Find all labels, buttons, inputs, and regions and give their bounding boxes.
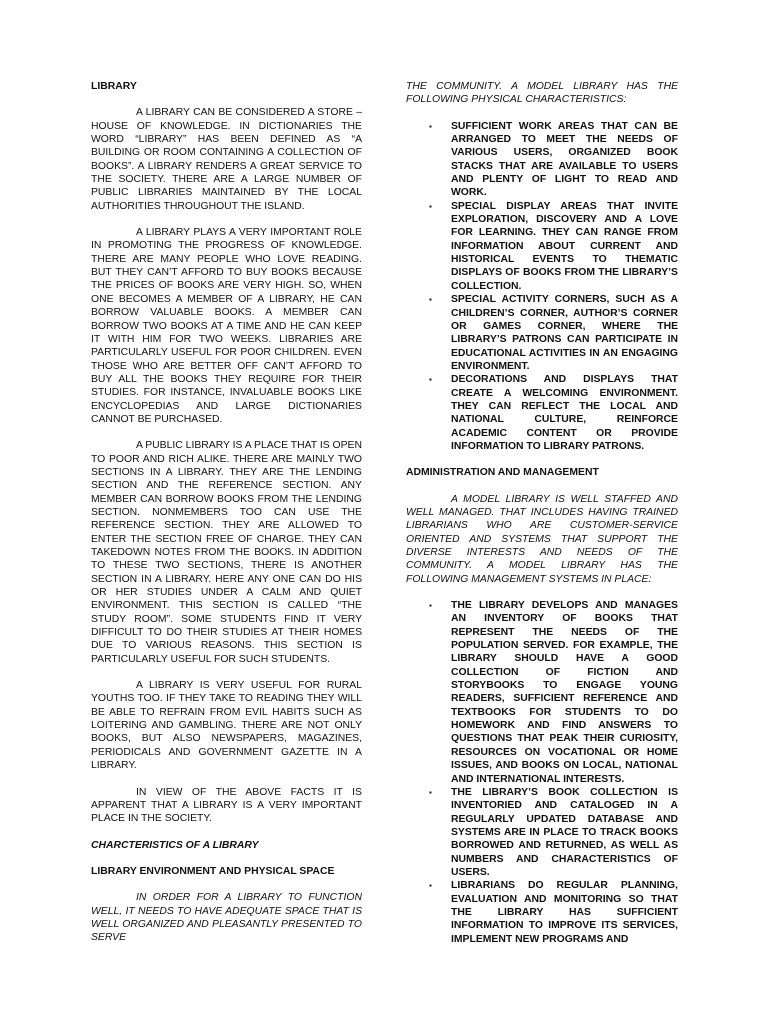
list-item — [429, 599, 678, 786]
list-item — [429, 293, 678, 373]
list-item — [429, 879, 678, 946]
left-column — [91, 80, 362, 945]
bullet-icon: ▪ — [429, 121, 432, 131]
list-item-text: SUFFICIENT WORK AREAS THAT CAN BE ARRANGED TO MEET THE NEEDS OF VARIOUS USERS, ORGANIZED BOOK STACKS THAT ARE AVAILABLE TO USERS AND PLENTY OF LIGHT TO READ AND WORK. — [451, 120, 678, 199]
paragraph-conclusion: IN VIEW OF THE ABOVE FACTS IT IS APPARENT THAT A LIBRARY IS A VERY IMPORTANT PLACE IN THE SOCIETY. — [91, 786, 362, 825]
list-item — [429, 200, 678, 293]
list-item — [429, 373, 678, 453]
paragraph-space-end: THE COMMUNITY. A MODEL LIBRARY HAS THE FOLLOWING PHYSICAL CHARACTERISTICS: — [406, 81, 678, 106]
list-item-text: SPECIAL ACTIVITY CORNERS, SUCH AS A CHILDREN’S CORNER, AUTHOR’S CORNER OR GAMES CORNER, WHERE THE LIBRARY’S PATRONS CAN PARTICIPATE IN EDUCATIONAL ACTIVITIES IN AN ENGAGING ENVIRONMENT. — [451, 294, 678, 372]
list-item-text: SPECIAL DISPLAY AREAS THAT INVITE EXPLORATION, DISCOVERY AND A LOVE FOR LEARNING. THEY CAN RANGE FROM INFORMATION ABOUT CURRENT AND HISTORICAL EVENTS TO THEMATIC DISPLAYS OF BOOKS FROM THE LIBRARY’S COLLECTION. — [451, 200, 678, 292]
bullet-icon: ▪ — [429, 881, 432, 891]
paragraph-role: A LIBRARY PLAYS A VERY IMPORTANT ROLE IN PROMOTING THE PROGRESS OF KNOWLEDGE. THERE ARE MANY PEOPLE WHO LOVE READING. BUT THEY CAN’T AFFORD TO BUY BOOKS BECAUSE THE PRICES OF BOOKS ARE VERY HIGH. SO, WHEN ONE BECOMES A MEMBER OF A LIBRARY, HE CAN BORROW VALUABLE BOOKS. A MEMBER CAN BORROW TWO BOOKS AT A TIME AND HE CAN KEEP IT WITH HIM FOR TWO WEEKS. LIBRARIES ARE PARTICULARLY USEFUL FOR POOR CHILDREN. EVEN THOSE WHO ARE BETTER OFF CAN’T AFFORD TO BUY ALL THE BOOKS THEY REQUIRE FOR THEIR STUDIES. FOR INSTANCE, INVALUABLE BOOKS LIKE ENCYCLOPEDIAS AND LARGE DICTIONARIES CANNOT BE PURCHASED. — [91, 227, 362, 425]
paragraph-intro: A LIBRARY CAN BE CONSIDERED A STORE – HOUSE OF KNOWLEDGE. IN DICTIONARIES THE WORD “LIBRARY” HAS BEEN DEFINED AS “A BUILDING OR ROOM CONTAINING A COLLECTION OF BOOKS”. A LIBRARY RENDERS A GREAT SERVICE TO THE SOCIETY. THERE ARE A LARGE NUMBER OF PUBLIC LIBRARIES MAINTAINED BY THE LOCAL AUTHORITIES THROUGHOUT THE ISLAND. — [91, 107, 362, 212]
management-systems-list — [406, 599, 678, 946]
list-item — [429, 120, 678, 200]
list-item-text: LIBRARIANS DO REGULAR PLANNING, EVALUATION AND MONITORING SO THAT THE LIBRARY HAS SUFFICIENT INFORMATION TO IMPROVE ITS SERVICES, IMPLEMENT NEW PROGRAMS AND — [451, 880, 678, 945]
paragraph-space-start: IN ORDER FOR A LIBRARY TO FUNCTION WELL, IT NEEDS TO HAVE ADEQUATE SPACE THAT IS WELL ORGANIZED AND PLEASANTLY PRESENTED TO SERVE — [91, 892, 362, 944]
paragraph-rural-youths: A LIBRARY IS VERY USEFUL FOR RURAL YOUTHS TOO. IF THEY TAKE TO READING THEY WILL BE ABLE TO REFRAIN FROM EVIL HABITS SUCH AS LOITERING AND GAMBLING. THERE ARE NOT ONLY BOOKS, BUT ALSO NEWSPAPERS, MAGAZINES, PERIODICALS AND GOVERNMENT GAZETTE IN A LIBRARY. — [91, 680, 362, 772]
paragraph-public-library: A PUBLIC LIBRARY IS A PLACE THAT IS OPEN TO POOR AND RICH ALIKE. THERE ARE MAINLY TWO SECTIONS IN A LIBRARY. THEY ARE THE LENDING SECTION AND THE REFERENCE SECTION. ANY MEMBER CAN BORROW BOOKS FROM THE LENDING SECTION. NONMEMBERS TOO CAN USE THE REFERENCE SECTION. THEY ARE ALLOWED TO ENTER THE SECTION FREE OF CHARGE. THEY CAN TAKEDOWN NOTES FROM THE BOOKS. IN ADDITION TO THESE TWO SECTIONS, THERE IS ANOTHER SECTION IN A LIBRARY. HERE ANY ONE CAN DO HIS OR HER STUDIES UNDER A CALM AND QUIET ENVIRONMENT. THIS SECTION IS CALLED “THE STUDY ROOM”. SOME STUDENTS FIND IT VERY DIFFICULT TO DO THEIR STUDIES AT THEIR HOMES DUE TO VARIOUS REASONS. THIS SECTION IS PARTICULARLY USEFUL FOR SUCH STUDENTS. — [91, 440, 362, 665]
heading-administration: ADMINISTRATION AND MANAGEMENT — [406, 467, 599, 479]
bullet-icon: ▪ — [429, 601, 432, 611]
right-column — [406, 80, 678, 946]
heading-characteristics: CHARCTERISTICS OF A LIBRARY — [91, 839, 259, 851]
bullet-icon: ▪ — [429, 295, 432, 305]
list-item-text: THE LIBRARY’S BOOK COLLECTION IS INVENTORIED AND CATALOGED IN A REGULARLY UPDATED DATABASE AND SYSTEMS ARE IN PLACE TO TRACK BOOKS BORROWED AND RETURNED, AS WELL AS NUMBERS AND CHARACTERISTICS OF USERS. — [451, 786, 678, 878]
list-item — [429, 786, 678, 879]
paragraph-administration: A MODEL LIBRARY IS WELL STAFFED AND WELL MANAGED. THAT INCLUDES HAVING TRAINED LIBRARIANS WHO ARE CUSTOMER-SERVICE ORIENTED AND SYSTEMS THAT SUPPORT THE DIVERSE INTERESTS AND NEEDS OF THE COMMUNITY. A MODEL LIBRARY HAS THE FOLLOWING MANAGEMENT SYSTEMS IN PLACE: — [406, 493, 678, 585]
list-item-text: THE LIBRARY DEVELOPS AND MANAGES AN INVENTORY OF BOOKS THAT REPRESENT THE NEEDS OF THE POPULATION SERVED. FOR EXAMPLE, THE LIBRARY SHOULD HAVE A GOOD COLLECTION OF FICTION AND STORYBOOKS TO ENGAGE YOUNG READERS, SUFFICIENT REFERENCE AND TEXTBOOKS FOR STUDENTS TO DO HOMEWORK AND FIND ANSWERS TO QUESTIONS THAT PEAK THEIR CURIOSITY, RESOURCES ON VOCATIONAL OR HOME ISSUES, AND BOOKS ON LOCAL, NATIONAL AND INTERNATIONAL INTERESTS. — [451, 600, 678, 785]
physical-characteristics-list — [406, 120, 678, 454]
document-title: LIBRARY — [91, 81, 137, 92]
list-item-text: DECORATIONS AND DISPLAYS THAT CREATE A WELCOMING ENVIRONMENT. THEY CAN REFLECT THE LOCAL AND NATIONAL CULTURE, REINFORCE ACADEMIC CONTENT OR PROVIDE INFORMATION TO LIBRARY PATRONS. — [451, 374, 678, 452]
heading-environment: LIBRARY ENVIRONMENT AND PHYSICAL SPACE — [91, 865, 335, 877]
bullet-icon: ▪ — [429, 787, 432, 797]
bullet-icon: ▪ — [429, 375, 432, 385]
bullet-icon: ▪ — [429, 201, 432, 211]
